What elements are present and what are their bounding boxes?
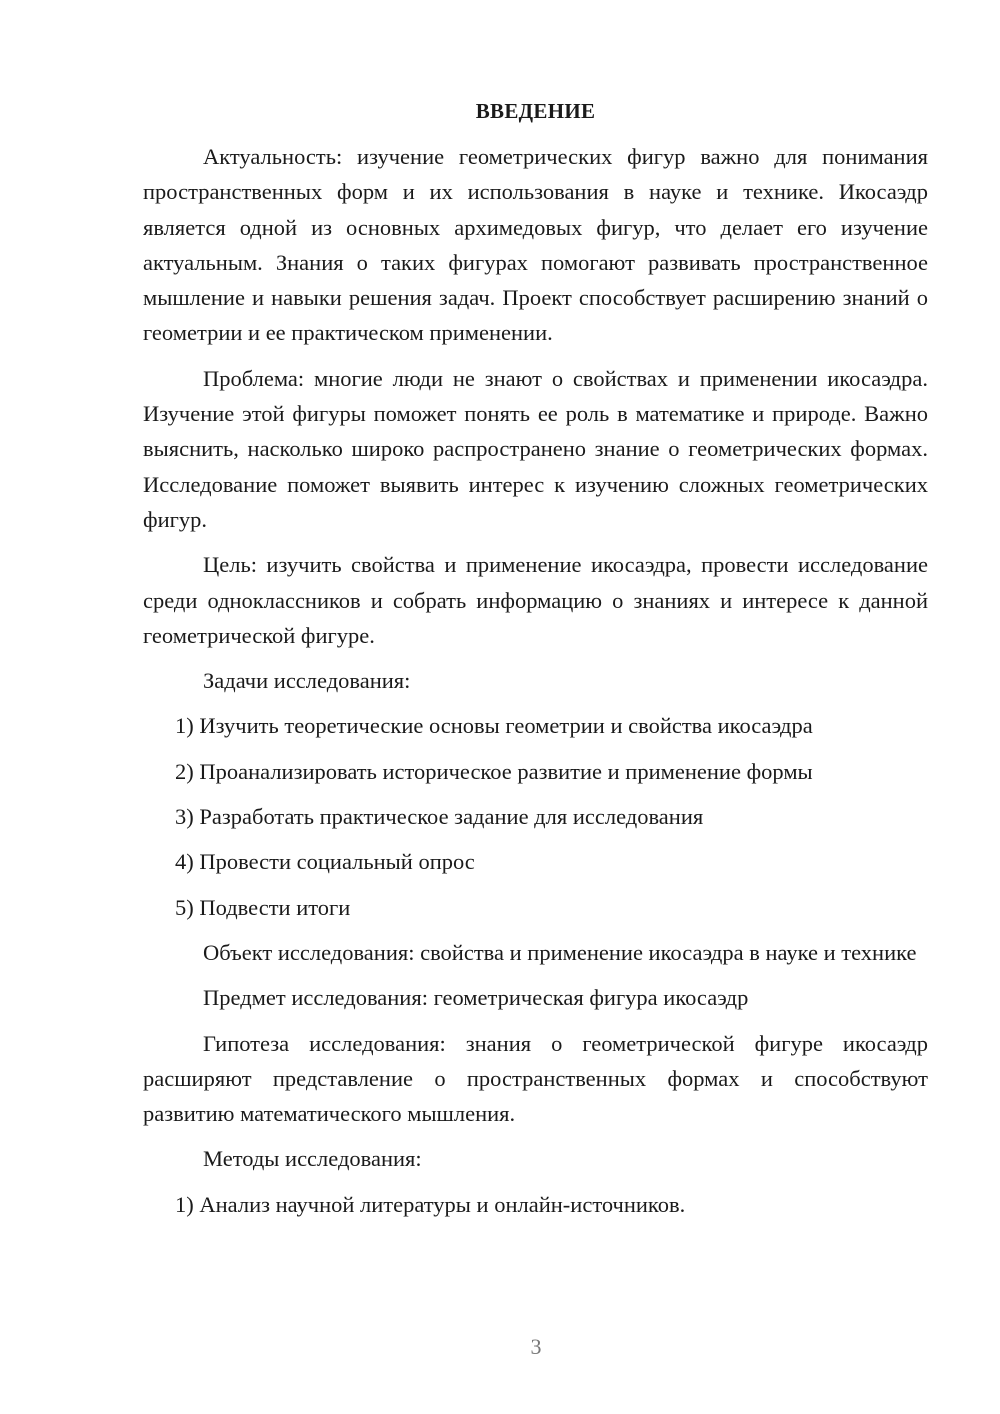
subject-paragraph: Предмет исследования: геометрическая фигура икосаэдр	[203, 985, 749, 1011]
methods-list	[143, 1187, 928, 1222]
tasks-list	[143, 708, 928, 924]
hypothesis-paragraph: Гипотеза исследования: знания о геометрической фигуре икосаэдр расширяют представление о пространственных формах и способствуют развитию математического мышления.	[143, 1030, 928, 1127]
goal-paragraph: Цель: изучить свойства и применение икосаэдра, провести исследование среди одноклассников и собрать информацию о знаниях и интересе к данной геометрической фигуре.	[143, 552, 928, 648]
methods-heading: Методы исследования:	[203, 1146, 422, 1172]
method-item: 1) Анализ научной литературы и онлайн-источников.	[175, 1191, 686, 1217]
task-item: 3) Разработать практическое задание для исследования	[175, 804, 704, 830]
problem-paragraph: Проблема: многие люди не знают о свойствах и применении икосаэдра. Изучение этой фигуры поможет понять ее роль в математике и природе. Важно выяснить, насколько широко распространено знание о геометрических формах. Исследование поможет выявить интерес к изучению сложных геометрических фигур.	[143, 365, 928, 532]
section-title: ВВЕДЕНИЕ	[475, 99, 596, 123]
object-paragraph: Объект исследования: свойства и применение икосаэдра в науке и технике	[203, 939, 917, 965]
task-item: 4) Провести социальный опрос	[175, 849, 475, 875]
tasks-heading: Задачи исследования:	[203, 668, 411, 694]
page-number: 3	[530, 1334, 542, 1359]
task-item: 2) Проанализировать историческое развитие и применение формы	[175, 758, 813, 784]
relevance-paragraph: Актуальность: изучение геометрических фигур важно для понимания пространственных форм и их использования в науке и технике. Икосаэдр является одной из основных архимедовых фигур, что делает его изучение актуальным. Знания о таких фигурах помогают развивать пространственное мышление и навыки решения задач. Проект способствует расширению знаний о геометрии и ее практическом применении.	[143, 144, 928, 346]
task-item: 5) Подвести итоги	[175, 894, 351, 920]
page-content	[143, 95, 928, 1232]
task-item: 1) Изучить теоретические основы геометрии и свойства икосаэдра	[175, 713, 813, 739]
